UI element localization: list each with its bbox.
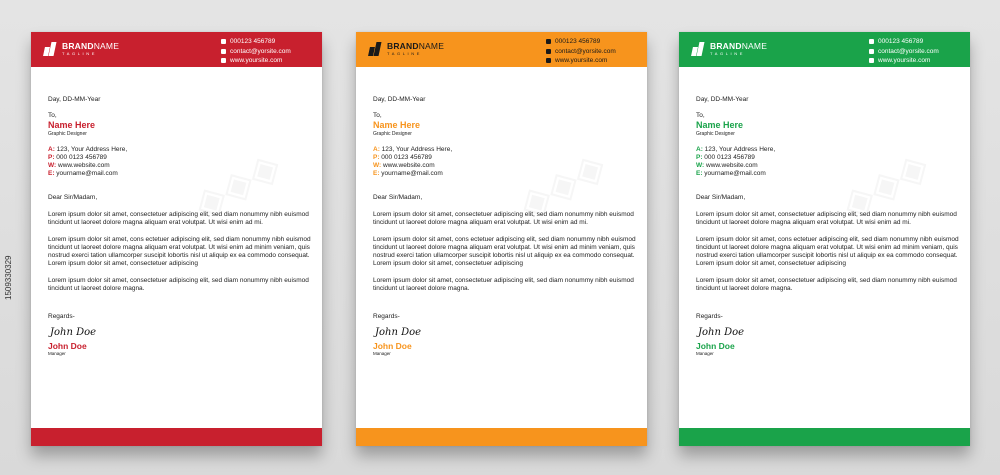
brand-logo-icon — [692, 42, 706, 56]
brand-tagline: TAGLINE — [62, 51, 98, 56]
recipient-address: A: 123, Your Address Here, P: 000 0123 456789 W: www.website.com E: yourname@mail.com — [48, 146, 128, 177]
header-website: www.yoursite.com — [555, 57, 608, 64]
to-label: To, — [696, 112, 705, 119]
header-website: www.yoursite.com — [878, 57, 931, 64]
brand-name: BRANDNAME — [62, 41, 120, 51]
header-contacts — [869, 37, 939, 66]
recipient-name: Name Here — [373, 120, 421, 130]
phone-icon — [869, 39, 874, 44]
header-email: contact@yorsite.com — [230, 47, 291, 55]
phone-icon — [546, 39, 551, 44]
paragraph-1: Lorem ipsum dolor sit amet, consectetuer adipiscing elit, sed diam nonummy nibh euismod tincidunt ut laoreet dolore magna aliquam erat volutpat. Ut wisi enim ad mi. — [696, 211, 957, 226]
letterhead-orange — [356, 32, 647, 446]
letterhead-green — [679, 32, 970, 446]
regards: Regards- — [48, 313, 75, 320]
mail-icon — [221, 49, 226, 54]
header-phone: 000123 456789 — [878, 38, 924, 45]
globe-icon — [869, 58, 874, 63]
globe-icon — [221, 58, 226, 63]
phone-icon — [221, 39, 226, 44]
to-label: To, — [48, 112, 57, 119]
regards: Regards- — [696, 313, 723, 320]
recipient-address: A: 123, Your Address Here, P: 000 0123 456789 W: www.website.com E: yourname@mail.com — [373, 146, 453, 177]
regards: Regards- — [373, 313, 400, 320]
recipient-role: Graphic Designer — [696, 131, 735, 137]
recipient-name: Name Here — [696, 120, 744, 130]
globe-icon — [546, 58, 551, 63]
signer-name: John Doe — [48, 341, 87, 351]
recipient-role: Graphic Designer — [373, 131, 412, 137]
signer-title: Manager — [696, 351, 714, 356]
letter-body — [373, 96, 638, 357]
letter-body — [48, 96, 313, 357]
brand-logo-icon — [369, 42, 383, 56]
header-contacts — [546, 37, 616, 66]
paragraph-3: Lorem ipsum dolor sit amet, consectetuer adipiscing elit, sed diam nonummy nibh euismod tincidunt ut laoreet dolore magna. — [48, 277, 309, 292]
header-phone: 000123 456789 — [230, 38, 276, 45]
footer-band — [31, 428, 322, 446]
brand-tagline: TAGLINE — [387, 51, 423, 56]
signer-title: Manager — [373, 351, 391, 356]
letterhead-red — [31, 32, 322, 446]
paragraph-2: Lorem ipsum dolor sit amet, cons ectetuer adipiscing elit, sed diam nonummy nibh euismod tincidunt ut laoreet dolore magna aliquam erat volutpat. Ut wisi enim ad minim veniam, quis nostrud exerci tation ullamcorper suscipit lobortis nisl ut aliquip ex ea commodo consequat. Lorem ipsum dolor sit amet, consectetuer adipiscing — [696, 236, 959, 267]
header-email: contact@yorsite.com — [555, 47, 616, 55]
signer-name: John Doe — [696, 341, 735, 351]
paragraph-1: Lorem ipsum dolor sit amet, consectetuer adipiscing elit, sed diam nonummy nibh euismod tincidunt ut laoreet dolore magna aliquam erat volutpat. Ut wisi enim ad mi. — [48, 211, 309, 226]
header-email: contact@yorsite.com — [878, 47, 939, 55]
header-phone: 000123 456789 — [555, 38, 601, 45]
signer-name: John Doe — [373, 341, 412, 351]
brand-logo-icon — [44, 42, 58, 56]
brand-tagline: TAGLINE — [710, 51, 746, 56]
signature: John Doe — [50, 327, 97, 338]
letter-date: Day, DD-MM-Year — [373, 96, 426, 103]
brand-name: BRANDNAME — [387, 41, 445, 51]
brand-name: BRANDNAME — [710, 41, 768, 51]
recipient-role: Graphic Designer — [48, 131, 87, 137]
signer-title: Manager — [48, 351, 66, 356]
mail-icon — [869, 49, 874, 54]
signature: John Doe — [698, 327, 745, 338]
salutation: Dear Sir/Madam, — [48, 194, 98, 201]
letter-date: Day, DD-MM-Year — [696, 96, 749, 103]
mail-icon — [546, 49, 551, 54]
footer-band — [679, 428, 970, 446]
recipient-address: A: 123, Your Address Here, P: 000 0123 456789 W: www.website.com E: yourname@mail.com — [696, 146, 776, 177]
paragraph-1: Lorem ipsum dolor sit amet, consectetuer adipiscing elit, sed diam nonummy nibh euismod tincidunt ut laoreet dolore magna aliquam erat volutpat. Ut wisi enim ad mi. — [373, 211, 634, 226]
footer-band — [356, 428, 647, 446]
paragraph-3: Lorem ipsum dolor sit amet, consectetuer adipiscing elit, sed diam nonummy nibh euismod tincidunt ut laoreet dolore magna. — [373, 277, 634, 292]
letter-date: Day, DD-MM-Year — [48, 96, 101, 103]
header-contacts — [221, 37, 291, 66]
letter-body — [696, 96, 961, 357]
to-label: To, — [373, 112, 382, 119]
salutation: Dear Sir/Madam, — [696, 194, 746, 201]
paragraph-2: Lorem ipsum dolor sit amet, cons ectetuer adipiscing elit, sed diam nonummy nibh euismod tincidunt ut laoreet dolore magna aliquam erat volutpat. Ut wisi enim ad minim veniam, quis nostrud exerci tation ullamcorper suscipit lobortis nisl ut aliquip ex ea commodo consequat. Lorem ipsum dolor sit amet, consectetuer adipiscing — [48, 236, 311, 267]
recipient-name: Name Here — [48, 120, 96, 130]
signature: John Doe — [375, 327, 422, 338]
paragraph-3: Lorem ipsum dolor sit amet, consectetuer adipiscing elit, sed diam nonummy nibh euismod tincidunt ut laoreet dolore magna. — [696, 277, 957, 292]
salutation: Dear Sir/Madam, — [373, 194, 423, 201]
stock-image-id: 1509330329 — [4, 255, 13, 300]
paragraph-2: Lorem ipsum dolor sit amet, cons ectetuer adipiscing elit, sed diam nonummy nibh euismod tincidunt ut laoreet dolore magna aliquam erat volutpat. Ut wisi enim ad minim veniam, quis nostrud exerci tation ullamcorper suscipit lobortis nisl ut aliquip ex ea commodo consequat. Lorem ipsum dolor sit amet, consectetuer adipiscing — [373, 236, 636, 267]
header-website: www.yoursite.com — [230, 57, 283, 64]
